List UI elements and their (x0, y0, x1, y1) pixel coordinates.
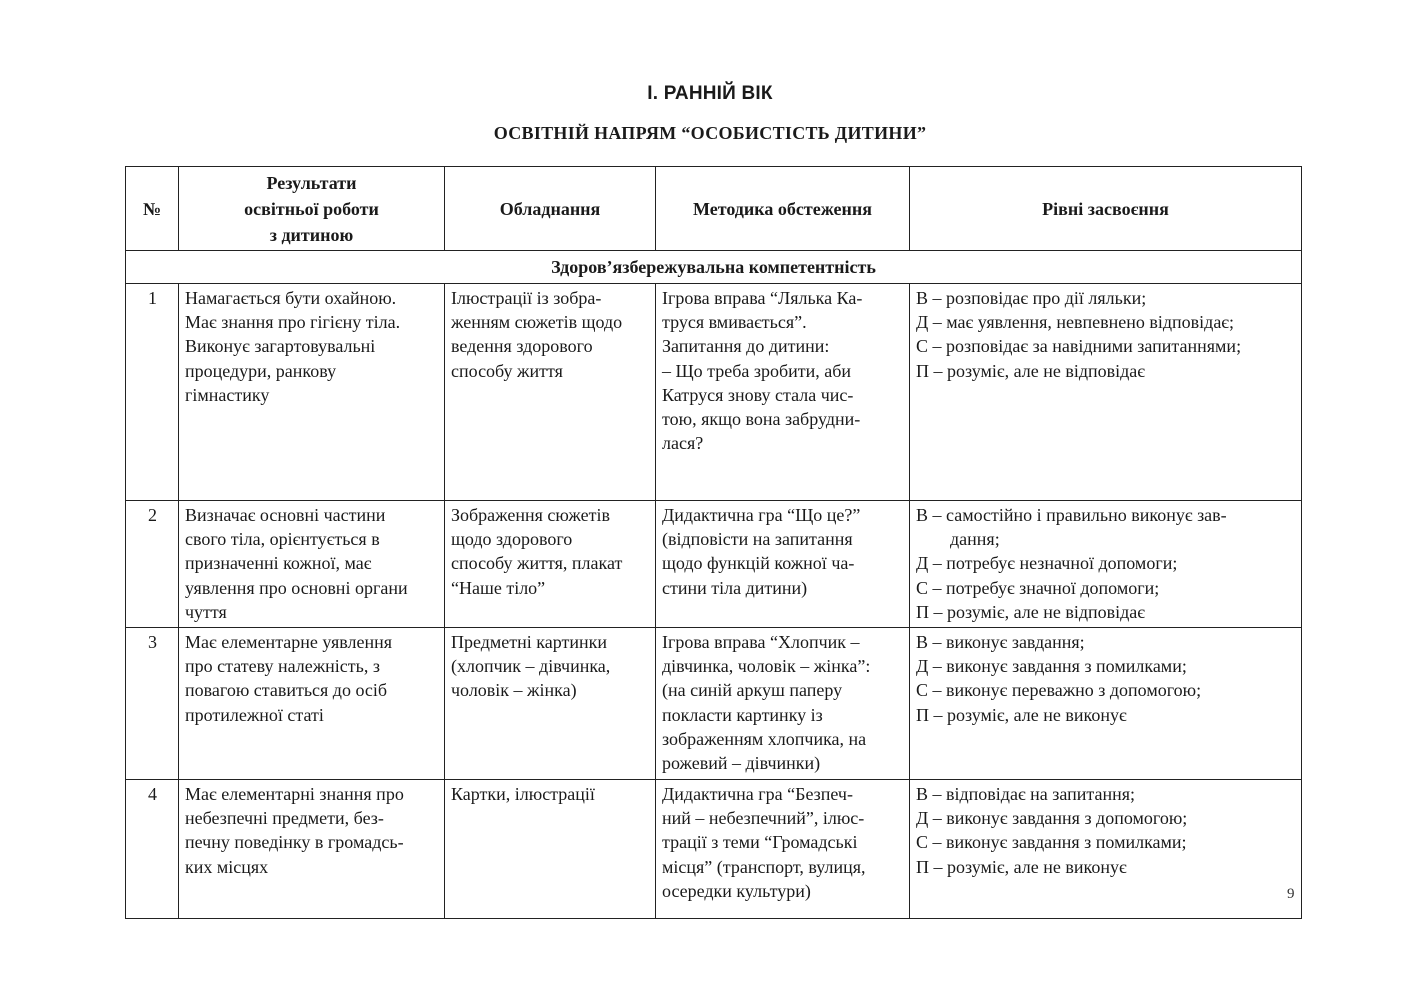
cell-line: П – розуміє, але не виконує (916, 704, 1127, 725)
cell-line: В – розповідає про дії ляльки; (916, 288, 1147, 308)
cell-line: ний – небезпечний”, ілюс- (662, 808, 865, 829)
equipment-cell (445, 780, 656, 919)
cell-line: способу життя (451, 360, 563, 381)
cell-line: зображенням хлопчика, на (662, 728, 867, 749)
methodology-cell (656, 501, 910, 628)
cell-line: В – відповідає на запитання; (916, 784, 1136, 805)
cell-line: Має знання про гігієну тіла. (185, 312, 401, 333)
cell-line: рожевий – дівчинки) (662, 753, 821, 774)
header-results-line: Результати (266, 172, 357, 193)
results-cell (179, 501, 445, 628)
cell-line: Запитання до дитини: (662, 336, 830, 357)
cell-line: дання; (950, 529, 1000, 550)
cell-line: (відповісти на запитання (662, 529, 853, 550)
table-row (126, 284, 1302, 501)
header-results-line: з дитиною (269, 224, 354, 245)
cell-line: С – потребує значної допомоги; (916, 577, 1160, 598)
cell-line: Д – виконує завдання з допомогою; (916, 808, 1188, 829)
header-levels: Рівні засвоєння (910, 167, 1302, 251)
competence-row (126, 251, 1302, 284)
equipment-cell (445, 284, 656, 501)
cell-line: Ігрова вправа “Хлопчик – (662, 632, 860, 653)
cell-line: призначенні кожної, має (185, 553, 372, 574)
row-number: 3 (126, 628, 179, 780)
table-row (126, 501, 1302, 628)
results-cell (179, 780, 445, 919)
cell-line: процедури, ранкову (185, 360, 337, 381)
row-number: 2 (126, 501, 179, 628)
levels-cell (910, 284, 1302, 501)
cell-line: чоловік – жінка) (451, 680, 577, 701)
cell-line: Виконує загартовувальні (185, 336, 376, 357)
cell-line: Намагається бути охайною. (185, 288, 397, 308)
cell-line: Ігрова вправа “Лялька Ка- (662, 288, 863, 308)
cell-line: стини тіла дитини) (662, 577, 808, 598)
row-number: 1 (126, 284, 179, 501)
cell-line: П – розуміє, але не виконує (916, 856, 1127, 877)
cell-line: ких місцях (185, 856, 269, 877)
cell-line: “Наше тіло” (451, 577, 546, 598)
cell-line: небезпечні предмети, без- (185, 808, 384, 829)
cell-line: чуття (185, 601, 227, 622)
header-equipment: Обладнання (445, 167, 656, 251)
cell-line: про статеву належність, з (185, 656, 380, 677)
cell-line: місця” (транспорт, вулиця, (662, 856, 866, 877)
cell-line: покласти картинку із (662, 704, 823, 725)
levels-cell (910, 780, 1302, 919)
cell-line: Картки, ілюстрації (451, 784, 595, 805)
header-methodology: Методика обстеження (656, 167, 910, 251)
cell-line: женням сюжетів щодо (451, 312, 623, 333)
equipment-cell (445, 501, 656, 628)
cell-line: Дидактична гра “Що це?” (662, 505, 861, 525)
cell-line: протилежної статі (185, 704, 324, 725)
cell-line: печну поведінку в громадсь- (185, 832, 404, 853)
competence-title: Здоров’язбережувальна компетентність (126, 251, 1302, 284)
cell-line: С – розповідає за навідними запитаннями; (916, 336, 1242, 357)
section-title: І. РАННІЙ ВІК (647, 83, 773, 104)
cell-line: Катруся знову стала чис- (662, 384, 854, 405)
cell-line: В – виконує завдання; (916, 632, 1085, 653)
cell-line: (хлопчик – дівчинка, (451, 656, 611, 677)
header-row (126, 167, 1302, 251)
cell-line: тою, якщо вона забрудни- (662, 409, 861, 430)
cell-line: С – виконує переважно з допомогою; (916, 680, 1202, 701)
header-results-line: освітньої роботи (244, 198, 379, 219)
page-number: 9 (1287, 886, 1295, 902)
cell-line: лася? (662, 433, 704, 454)
cell-line: Предметні картинки (451, 632, 608, 653)
cell-line: свого тіла, орієнтується в (185, 529, 380, 550)
header-results (179, 167, 445, 251)
cell-line: труся вмивається”. (662, 312, 807, 333)
cell-line: ведення здорового (451, 336, 593, 357)
cell-line: П – розуміє, але не відповідає (916, 601, 1146, 622)
header-num: № (126, 167, 179, 251)
cell-line: Д – потребує незначної допомоги; (916, 553, 1178, 574)
cell-line: – Що треба зробити, аби (662, 360, 852, 381)
cell-line: Має елементарне уявлення (185, 632, 392, 653)
cell-line: осередки культури) (662, 880, 811, 901)
cell-line: трації з теми “Громадські (662, 832, 858, 853)
cell-line: С – виконує завдання з помилками; (916, 832, 1187, 853)
direction-title: ОСВІТНІЙ НАПРЯМ “ОСОБИСТІСТЬ ДИТИНИ” (493, 123, 927, 143)
cell-line: В – самостійно і правильно виконує зав- (916, 505, 1227, 525)
cell-line: Визначає основні частини (185, 505, 386, 525)
equipment-cell (445, 628, 656, 780)
cell-line: гімнастику (185, 384, 270, 405)
cell-line: способу життя, плакат (451, 553, 623, 574)
methodology-cell (656, 628, 910, 780)
table-row (126, 780, 1302, 919)
cell-line: Ілюстрації із зобра- (451, 288, 602, 308)
cell-line: (на синій аркуш паперу (662, 680, 843, 701)
table-row (126, 628, 1302, 780)
cell-line: П – розуміє, але не відповідає (916, 360, 1146, 381)
levels-cell (910, 628, 1302, 780)
cell-line: Д – має уявлення, невпевнено відповідає; (916, 312, 1235, 333)
cell-line: дівчинка, чоловік – жінка”: (662, 656, 871, 677)
cell-line: Д – виконує завдання з помилками; (916, 656, 1187, 677)
results-cell (179, 284, 445, 501)
cell-line: Дидактична гра “Безпеч- (662, 784, 853, 805)
results-cell (179, 628, 445, 780)
assessment-table (125, 166, 1302, 919)
cell-line: Має елементарні знання про (185, 784, 404, 805)
methodology-cell (656, 780, 910, 919)
cell-line: повагою ставиться до осіб (185, 680, 388, 701)
cell-line: уявлення про основні органи (185, 577, 408, 598)
cell-line: щодо функцій кожної ча- (662, 553, 855, 574)
cell-line: Зображення сюжетів (451, 505, 610, 525)
row-number: 4 (126, 780, 179, 919)
cell-line: щодо здорового (451, 529, 573, 550)
levels-cell (910, 501, 1302, 628)
methodology-cell (656, 284, 910, 501)
